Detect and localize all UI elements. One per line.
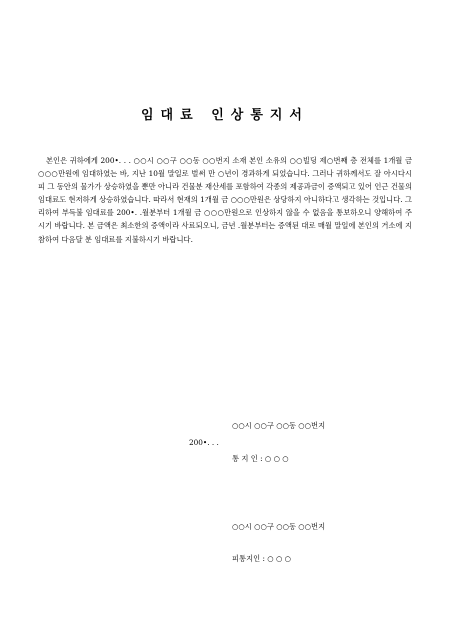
document-body-paragraph: 본인은 귀하에게 200•. . . ○○시 ○○구 ○○동 ○○번지 소재 본인 소유의 ○○빌딩 제○번째 층 전체를 1개월 금 ○○○만원에 임대하였는 바, 지난 10월 말일로 벌써 만 ○년이 경과하게 되었습니다. 그러나 귀하께서도 잘 아시다시피 그 동안의 물가가 상승하였을 뿐만 아니라 건물분 재산세를 포함하여 각종의 제공과금이 증액되고 있어 인근 건물의 임대료도 현저하게 상승하였습니다. 따라서 현재의 1개월 금 ○○○만원은 상당하지 아니하다고 생각하는 것입니다. 그리하여 부득불 임대료를 200•. .월분부터 1개월 금 ○○○만원으로 인상하지 않을 수 없음을 통보하오니 양해하여 주시기 바랍니다. 본 금액은 최소한의 증액이라 사료되오니, 금년 .월분부터는 증액된 대로 매월 말일에 본인의 거소에 지참하여 다음달 분 임대료를 지불하시기 바랍니다.	[38, 156, 412, 244]
notifiee-address: ○○시 ○○구 ○○동 ○○번지	[232, 522, 326, 531]
document-date: 200•. . .	[189, 438, 219, 447]
notifier-name: 통 지 인 : ○ ○ ○	[232, 454, 289, 463]
notifier-address: ○○시 ○○구 ○○동 ○○번지	[232, 421, 326, 430]
document-title: 임대료 인상통지서	[141, 108, 309, 123]
notifiee-name: 피통지인 : ○ ○ ○	[232, 554, 292, 563]
